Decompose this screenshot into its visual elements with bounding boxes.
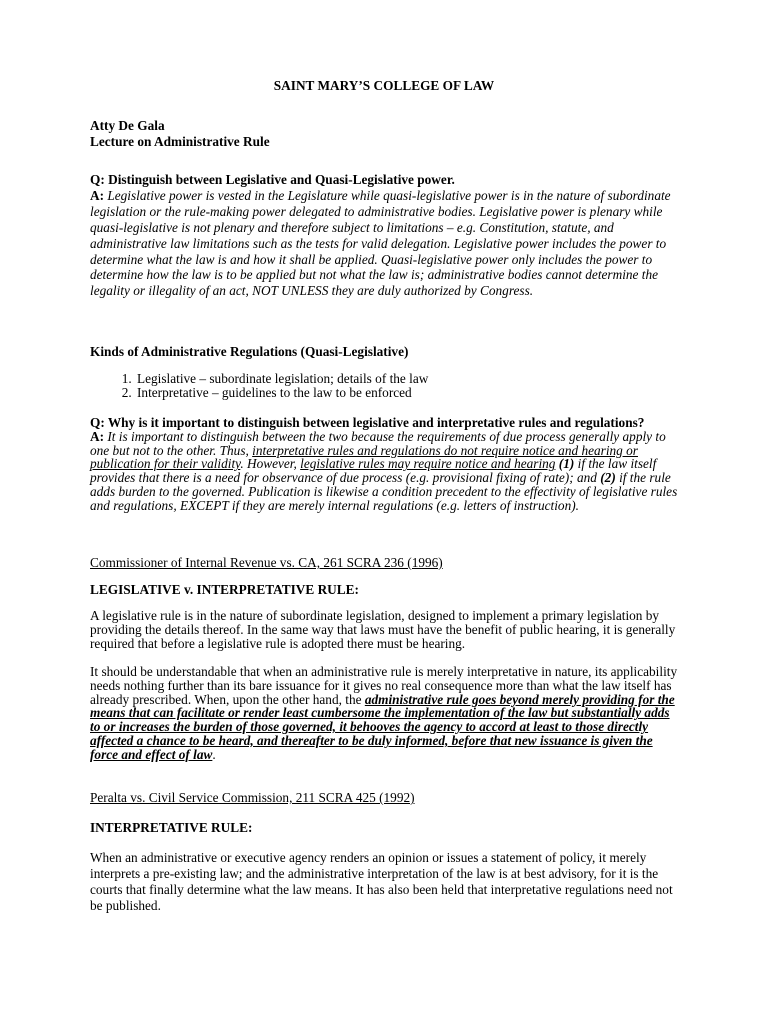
- q2-answer-text: if the rule adds burden to the governed. Publication is likewise a condition precedent to the effectivity of legislative rules and regulations, EXCEPT if they are merely internal regulations (e.g. letters of instruction).: [90, 470, 678, 513]
- q2-answer-text: It is important to distinguish between the two because the requirements of due process generally apply to one but not to the other. Thus,: [90, 428, 666, 458]
- q2-answer-label: A:: [90, 428, 105, 444]
- case2-paragraph: When an administrative or executive agency renders an opinion or issues a statement of policy, it merely interprets a pre-existing law; and the administrative interpretation of the law is at best advisory, for it is the courts that finally determine what the law means. It has also been held that interpretative regulations need not be published.: [90, 850, 673, 913]
- author-block: [90, 118, 678, 150]
- list-item: 2. Interpretative – guidelines to the law to be enforced: [135, 386, 695, 400]
- q2-answer: [90, 430, 678, 513]
- case1-citation: Commissioner of Internal Revenue vs. CA, 261 SCRA 236 (1996): [90, 555, 443, 570]
- q1-question: Q: Distinguish between Legislative and Quasi-Legislative power.: [90, 172, 455, 187]
- author-name: Atty De Gala: [90, 118, 165, 133]
- case1-paragraph-text: .: [212, 746, 216, 762]
- q2-answer-text: . However,: [240, 456, 301, 472]
- q2-question: Q: Why is it important to distinguish between legislative and interpretative rules and regulations?: [90, 415, 645, 430]
- q1-answer: [90, 188, 678, 299]
- case1-heading: LEGISLATIVE v. INTERPRETATIVE RULE:: [90, 582, 359, 597]
- case1-emphasis: administrative rule goes beyond merely providing for the means that can facilitate or render least cumbersome the implementation of the law but substantially adds to or increases the burden of those governed, it behooves the agency to accord at least to those directly affected a chance to be heard, and thereafter to be duly informed, before that new issuance is given the force and effect of law: [90, 691, 675, 762]
- case1-paragraph-text: It should be understandable that when an administrative rule is merely interpretative in nature, its applicability needs nothing further than its bare issuance for it gives no real consequence more than what the law itself has already prescribed. When, upon the other hand, the: [90, 664, 678, 707]
- case2-heading: INTERPRETATIVE RULE:: [90, 820, 253, 835]
- kinds-heading: Kinds of Administrative Regulations (Quasi-Legislative): [90, 344, 409, 359]
- q2-underline-2: legislative rules may require notice and hearing: [300, 456, 556, 472]
- q2-number-2: (2): [600, 470, 616, 486]
- lecture-title: Lecture on Administrative Rule: [90, 133, 270, 149]
- q1-section: [90, 172, 678, 299]
- q2-underline-1: interpretative rules and regulations do not require notice and hearing or publication for their validity: [90, 442, 638, 472]
- q2-section: [90, 416, 678, 513]
- case1-paragraph-1: A legislative rule is in the nature of subordinate legislation, designed to implement a primary legislation by providing the details thereof. In the same way that laws must have the benefit of public hearing, it is generally required that before a legislative rule is adopted there must be hearing.: [90, 608, 676, 651]
- q2-number-1: (1): [558, 456, 575, 472]
- q1-answer-label: A:: [90, 187, 105, 203]
- q1-answer-text: Legislative power is vested in the Legislature while quasi-legislative power is in the nature of subordinate legislation or the rule-making power delegated to administrative bodies. Legislative power is plenary while quasi-legislative is not plenary and therefore subject to limitations – e.g. Constitution, statute, and administrative law limitations such as the tests for valid delegation. Legislative power includes the power to determine what the law is and how it shall be applied. Quasi-legislative power only includes the power to determine how the law is to be applied but not what the law is; administrative bodies cannot determine the legality or illegality of an act, NOT UNLESS they are duly authorized by Congress.: [90, 187, 671, 299]
- list-item: 1. Legislative – subordinate legislation; details of the law: [135, 372, 695, 386]
- case1-paragraph-2: [90, 665, 678, 762]
- document-title: SAINT MARY’S COLLEGE OF LAW: [273, 78, 495, 93]
- case2-citation: Peralta vs. Civil Service Commission, 211 SCRA 425 (1992): [90, 790, 415, 805]
- kinds-list: [90, 372, 695, 400]
- q2-answer-text: if the law itself provides that there is a need for observance of due process (e.g. provisional fixing of rate); and: [90, 456, 657, 486]
